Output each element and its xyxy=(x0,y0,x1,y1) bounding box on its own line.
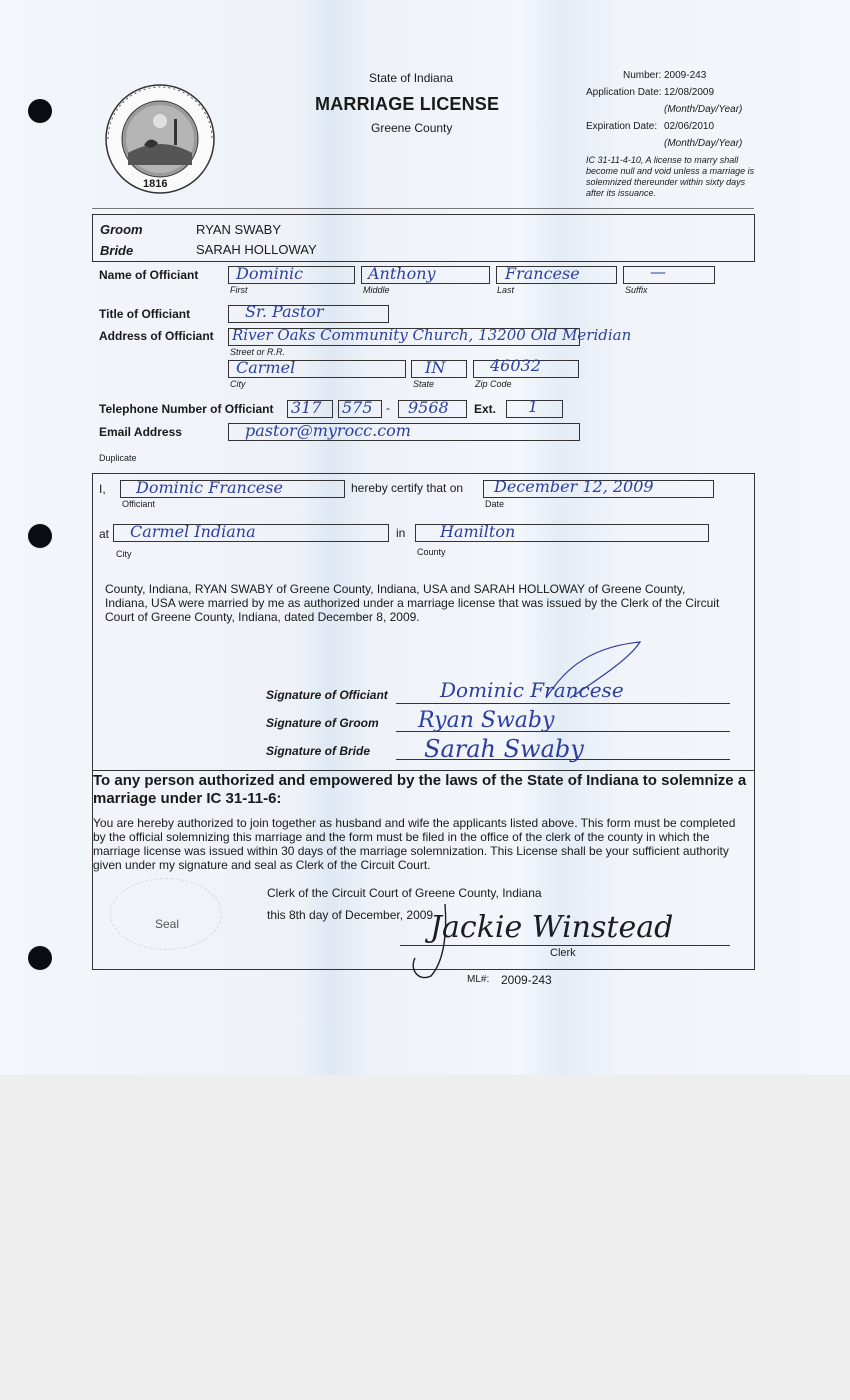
street-value: River Oaks Community Church, 13200 Old Meridian xyxy=(232,326,632,344)
embossed-seal xyxy=(110,878,222,950)
state-value: IN xyxy=(425,358,446,377)
cert-officiant-caption: Officiant xyxy=(122,499,155,509)
license-number-label: Number: xyxy=(623,70,662,81)
punch-hole xyxy=(28,524,52,548)
clerk-caption: Clerk xyxy=(550,947,576,959)
officiant-address-label: Address of Officiant xyxy=(99,329,214,343)
cert-i: I, xyxy=(99,482,106,496)
cert-date-caption: Date xyxy=(485,499,505,509)
last-caption: Last xyxy=(497,285,515,295)
cert-at: at xyxy=(99,527,110,541)
marriage-statement: County, Indiana, RYAN SWABY of Greene County, Indiana, USA and SARAH HOLLOWAY of Greene County, Indiana, USA were married by me as authorized under a marriage license that was issued by the Clerk of the Circuit Court of Greene County, Indiana, dated December 8, 2009. xyxy=(105,582,720,624)
cert-date-value: December 12, 2009 xyxy=(494,477,654,496)
officiant-title-label: Title of Officiant xyxy=(99,307,191,321)
state-heading: State of Indiana xyxy=(369,71,454,85)
email-label: Email Address xyxy=(99,425,182,439)
license-number: 2009-243 xyxy=(664,70,707,81)
zip-value: 46032 xyxy=(490,356,541,375)
officiant-last-value: Francese xyxy=(505,264,580,283)
application-date-label: Application Date: xyxy=(586,87,662,98)
phone-prefix-value: 575 xyxy=(342,398,373,417)
groom-name: RYAN SWABY xyxy=(196,222,282,237)
street-caption: Street or R.R. xyxy=(230,347,286,357)
date-format-note: (Month/Day/Year) xyxy=(664,104,743,115)
cert-in: in xyxy=(396,526,406,540)
punch-hole xyxy=(28,99,52,123)
groom-signature-label: Signature of Groom xyxy=(266,716,379,730)
date-format-note: (Month/Day/Year) xyxy=(664,138,743,149)
clerk-day-line: this 8th day of December, 2009 xyxy=(267,908,434,922)
zip-caption: Zip Code xyxy=(475,379,512,389)
duplicate-label: Duplicate xyxy=(99,453,137,463)
cert-city-value: Carmel Indiana xyxy=(130,522,256,541)
state-caption: State xyxy=(413,379,435,389)
groom-label: Groom xyxy=(100,222,143,237)
first-caption: First xyxy=(230,285,248,295)
couple-box xyxy=(92,214,755,262)
header-divider xyxy=(92,208,754,209)
clerk-signature: Jackie Winstead xyxy=(430,910,674,945)
officiant-title-value: Sr. Pastor xyxy=(245,302,324,321)
phone-dash: - xyxy=(386,401,390,415)
phone-area-value: 317 xyxy=(291,398,322,417)
county-heading: Greene County xyxy=(371,121,453,135)
middle-caption: Middle xyxy=(363,285,390,295)
officiant-suffix-field xyxy=(623,266,715,284)
bride-signature: Sarah Swaby xyxy=(424,735,584,763)
ml-number: 2009-243 xyxy=(501,973,552,987)
phone-line-value: 9568 xyxy=(408,398,449,417)
bride-name: SARAH HOLLOWAY xyxy=(196,242,317,257)
officiant-first-value: Dominic xyxy=(236,264,304,283)
officiant-signature: Dominic Francese xyxy=(440,678,624,702)
certify-text: hereby certify that on xyxy=(351,481,464,495)
document-title: MARRIAGE LICENSE xyxy=(315,94,500,114)
statute-note: IC 31-11-4-10, A license to marry shall become null and void unless a marriage is solemnized thereunder within sixty days after its issuance. xyxy=(586,155,755,198)
expiration-date: 02/06/2010 xyxy=(664,121,715,132)
seal-year: 1816 xyxy=(143,178,168,190)
officiant-name-label: Name of Officiant xyxy=(99,268,199,282)
ext-value: 1 xyxy=(528,397,539,416)
cert-county-caption: County xyxy=(417,547,446,557)
bride-signature-label: Signature of Bride xyxy=(266,744,371,758)
groom-signature: Ryan Swaby xyxy=(418,708,555,733)
authority-heading: To any person authorized and empowered by the laws of the State of Indiana to solemnize a marriage under IC 31-11-6: xyxy=(93,772,747,807)
officiant-suffix-value: — xyxy=(650,262,666,281)
phone-label: Telephone Number of Officiant xyxy=(99,402,274,416)
city-value: Carmel xyxy=(236,358,296,377)
expiration-date-label: Expiration Date: xyxy=(586,121,658,132)
application-date: 12/08/2009 xyxy=(664,87,715,98)
punch-hole xyxy=(28,946,52,970)
seal-label: Seal xyxy=(155,917,180,931)
cert-officiant-value: Dominic Francese xyxy=(136,478,283,497)
cert-county-value: Hamilton xyxy=(440,522,516,541)
bride-label: Bride xyxy=(100,243,134,258)
email-value: pastor@myrocc.com xyxy=(245,421,411,440)
ext-label: Ext. xyxy=(474,402,497,416)
city-caption: City xyxy=(230,379,246,389)
clerk-court-line: Clerk of the Circuit Court of Greene County, Indiana xyxy=(267,886,542,900)
cert-city-caption: City xyxy=(116,549,132,559)
officiant-signature-label: Signature of Officiant xyxy=(266,688,388,702)
officiant-middle-value: Anthony xyxy=(368,264,436,283)
ml-label: ML#: xyxy=(467,974,490,985)
clerk-signature-stroke xyxy=(405,900,465,982)
suffix-caption: Suffix xyxy=(625,285,648,295)
authority-body: You are hereby authorized to join together as husband and wife the applicants listed above. This form must be completed by the official solemnizing this marriage and the form must be filed in the office of the clerk of the county in which the marriage license was issued within 30 days of the marriage solemnization. This License shall be your sufficient authority given under my signature and seal as Clerk of the Circuit Court. xyxy=(93,816,736,872)
